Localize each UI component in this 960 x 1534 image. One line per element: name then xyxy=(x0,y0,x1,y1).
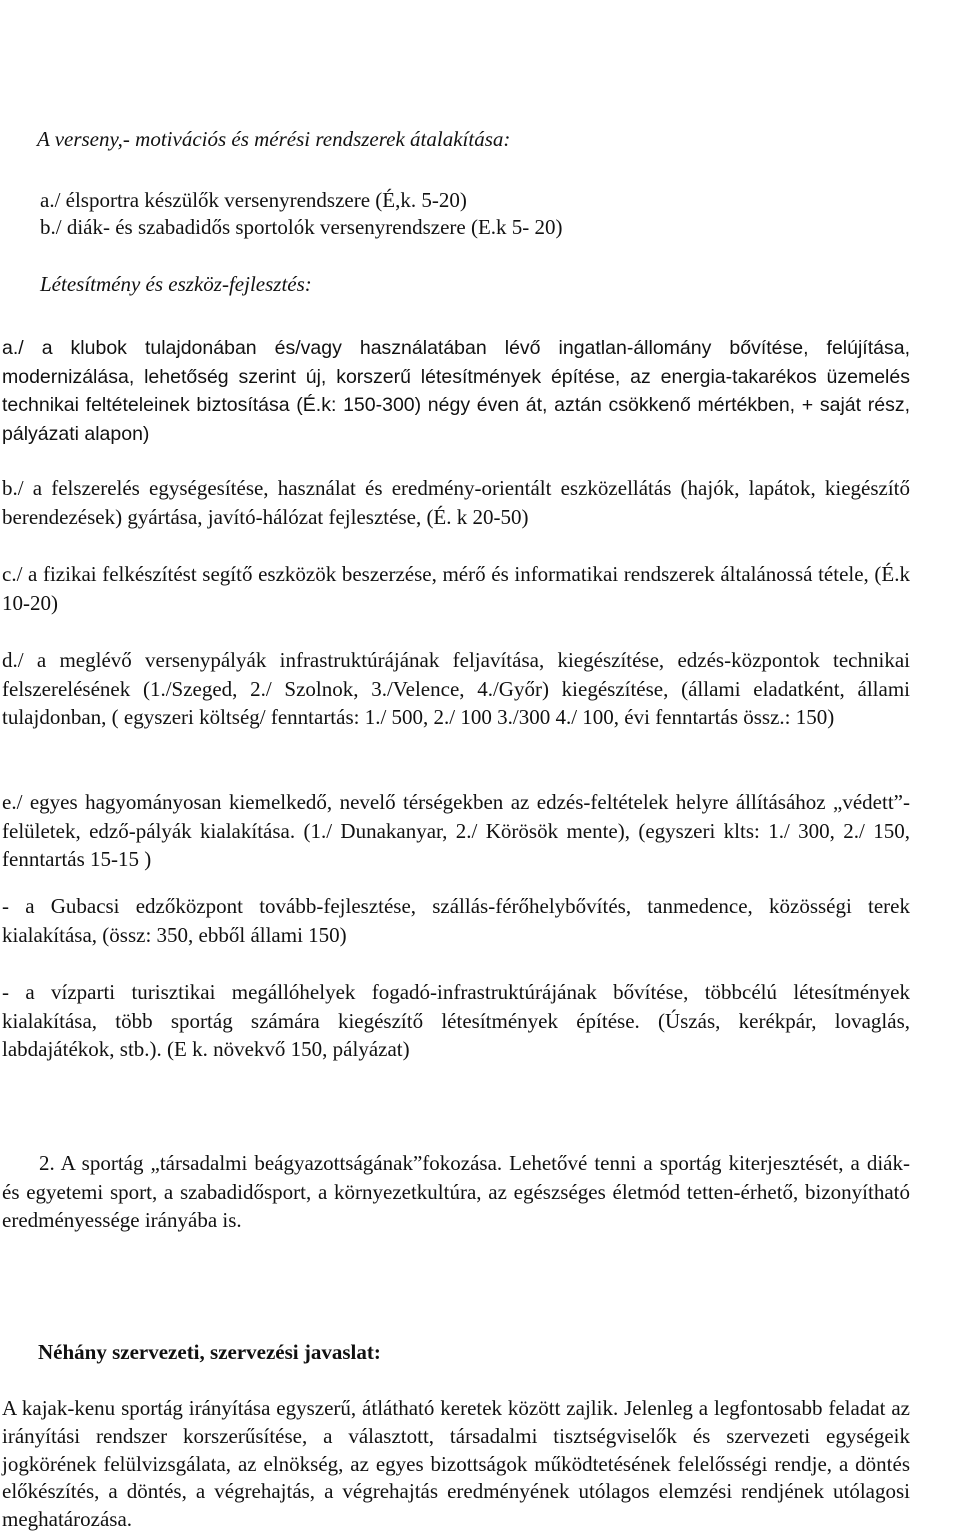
facility-item-b: b./ a felszerelés egységesítése, használat és eredmény-orientált eszközellátás (hajók, lapátok, kiegészítő berendezések) gyártása, javító-hálózat fejlesztése, (É. k 20-50) xyxy=(2,476,910,529)
list-item-a-elite: a./ élsportra készülők versenyrendszere (É,k. 5-20) xyxy=(40,188,467,212)
section-heading-competition-systems: A verseny,- motivációs és mérési rendszerek átalakítása: xyxy=(37,127,511,151)
facility-item-e: e./ egyes hagyományosan kiemelkedő, nevelő térségekben az edzés-feltételek helyre állításához „védett”- felületek, edző-pályák kialakítása. (1./ Dunakanyar, 2./ Körösök mente), (egyszeri klts: 1./ 300, 2./ 150, fenntartás 15-15 ) xyxy=(2,790,910,872)
section-heading-organizational-proposals: Néhány szervezeti, szervezési javaslat: xyxy=(38,1340,381,1364)
facility-item-c: c./ a fizikai felkészítést segítő eszközök beszerzése, mérő és informatikai rendszerek általánossá tétele, (É.k 10-20) xyxy=(2,562,910,615)
organizational-paragraph: A kajak-kenu sportág irányítása egyszerű, átlátható keretek között zajlik. Jelenleg a legfontosabb feladat az irányítási rendszer korszerűsítése, a választott, társadalmi tisztségviselők és szervezeti egységeik jogkörének felülvizsgálata, az elnökség, az egyes bizottságok működtetésének felelősségi rendje, a döntés előkészítés, a döntés, a végrehajtás, a végrehajtás eredményének utólagos elemzési rendjének utólagosi meghatározása. xyxy=(2,1396,910,1532)
numbered-point-2: 2. A sportág „társadalmi beágyazottságának”fokozása. Lehetővé tenni a sportág kiterjesztését, a diák- és egyetemi sport, a szabadidősport, a környezetkultúra, az egészséges életmód tetten-érhető, bizonyítható eredményessége irányába is. xyxy=(2,1151,910,1233)
list-item-b-student: b./ diák- és szabadidős sportolók versenyrendszere (E.k 5- 20) xyxy=(40,215,563,239)
facility-dash-item-waterside: - a vízparti turisztikai megállóhelyek fogadó-infrastruktúrájának bővítése, többcélú létesítmények kialakítása, több sportág számára kiegészítő létesítmények építése. (Úszás, kerékpár, lovaglás, labdajátékok, stb.). (E k. növekvő 150, pályázat) xyxy=(2,980,910,1062)
cropped-header-fragment xyxy=(290,0,690,2)
facility-dash-item-gubacsi: - a Gubacsi edzőközpont tovább-fejlesztése, szállás-férőhelybővítés, tanmedence, közösségi terek kialakítása, (össz: 350, ebből állami 150) xyxy=(2,894,910,947)
section-heading-facility-development: Létesítmény és eszköz-fejlesztés: xyxy=(40,272,312,296)
facility-item-a: a./ a klubok tulajdonában és/vagy használatában lévő ingatlan-állomány bővítése, felújítása, modernizálása, lehetőség szerint új, korszerű létesítmények építése, az energia-takarékos üzemelés technikai feltételeinek biztosítása (É.k: 150-300) négy éven át, aztán csökkenő mértékben, + saját rész, pályázati alapon) xyxy=(2,337,910,445)
facility-item-d: d./ a meglévő versenypályák infrastruktúrájának feljavítása, kiegészítése, edzés-központok technikai felszerelésének (1./Szeged, 2./ Szolnok, 3./Velence, 4./Győr) kiegészítése, (állami eladatként, állami tulajdonban, ( egyszeri költség/ fenntartás: 1./ 500, 2./ 100 3./300 4./ 100, évi fenntartás össz.: 150) xyxy=(2,648,910,730)
